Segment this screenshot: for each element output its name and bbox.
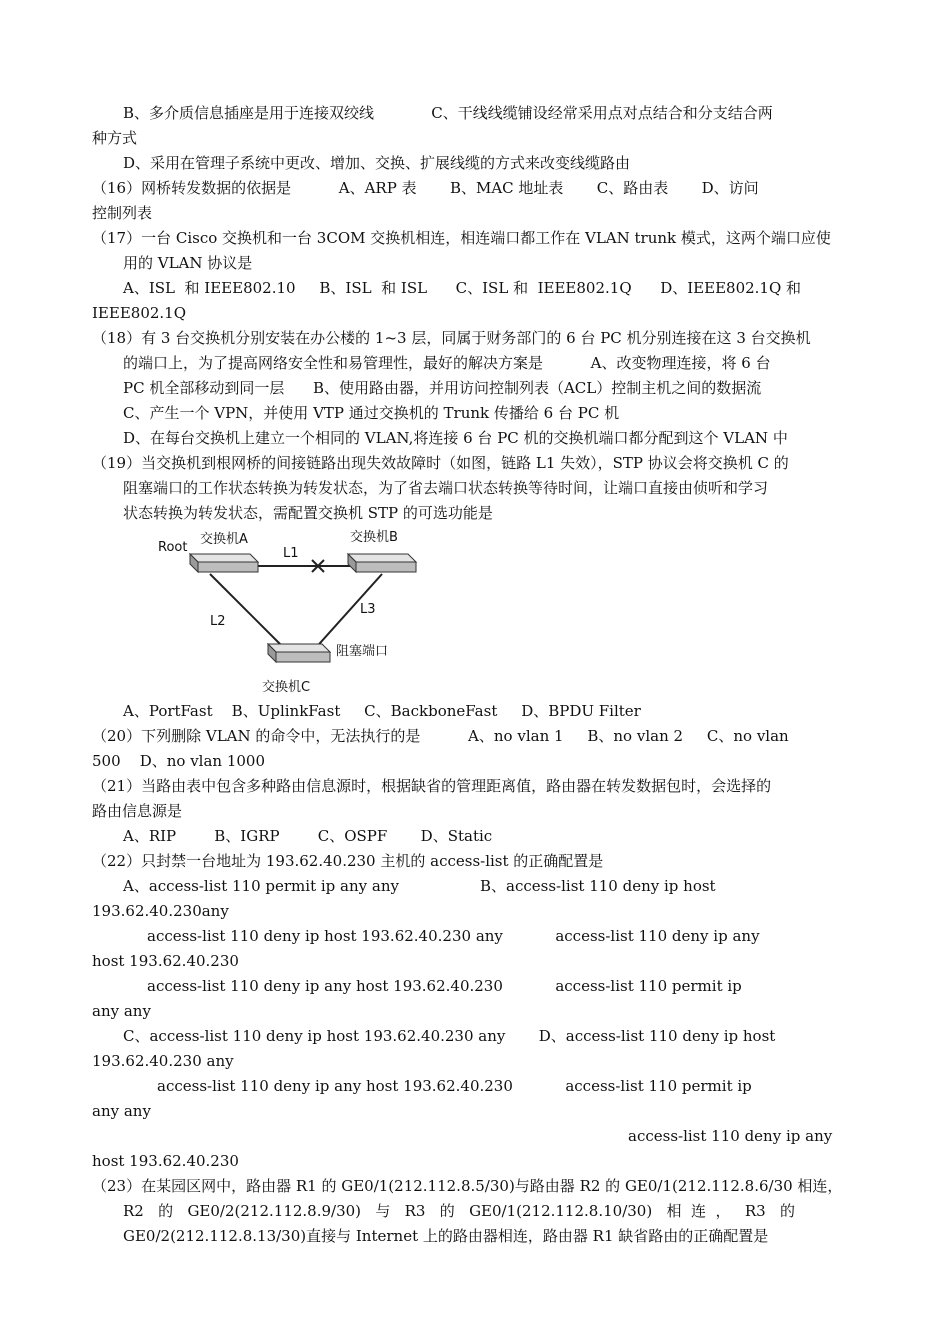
- text-line: host 193.62.40.230: [92, 1152, 239, 1170]
- switch-c-icon: [268, 644, 330, 662]
- text-line: 种方式: [92, 129, 138, 147]
- link-l2-label: L2: [210, 614, 226, 629]
- switch-b-label: 交换机B: [350, 530, 398, 545]
- link-l2-line: [210, 574, 288, 652]
- text-line: 阻塞端口的工作状态转换为转发状态，为了省去端口状态转换等待时间，让端口直接由侦听和学习: [123, 479, 769, 497]
- text-line: 193.62.40.230any: [92, 902, 229, 920]
- text-line: A、ISL 和 IEEE802.10 B、ISL 和 ISL C、ISL 和 IEEE802.1Q D、IEEE802.1Q 和: [123, 279, 802, 297]
- text-line: A、PortFast B、UplinkFast C、BackboneFast D、BPDU Filter: [123, 702, 641, 720]
- text-line: 500 D、no vlan 1000: [92, 752, 266, 770]
- text-line: access-list 110 deny ip any host 193.62.40.230 access-list 110 permit ip: [157, 1077, 752, 1095]
- question-20: （20）下列删除 VLAN 的命令中，无法执行的是 A、no vlan 1 B、no vlan 2 C、no vlan: [92, 727, 789, 745]
- text-line: 路由信息源是: [92, 802, 183, 820]
- text-line: C、产生一个 VPN，并使用 VTP 通过交换机的 Trunk 传播给 6 台 PC 机: [123, 404, 620, 422]
- blocked-port-label: 阻塞端口: [336, 644, 389, 659]
- question-17: （17）一台 Cisco 交换机和一台 3COM 交换机相连，相连端口都工作在 VLAN trunk 模式，这两个端口应使: [92, 229, 831, 247]
- switch-c-label: 交换机C: [262, 680, 311, 695]
- text-line: A、RIP B、IGRP C、OSPF D、Static: [123, 827, 493, 845]
- question-23: （23）在某园区网中，路由器 R1 的 GE0/1(212.112.8.5/30)与路由器 R2 的 GE0/1(212.112.8.6/30 相连，: [92, 1177, 843, 1195]
- stp-topology-diagram: [150, 520, 420, 700]
- text-line: 控制列表: [92, 204, 153, 222]
- link-l1-label: L1: [283, 546, 299, 561]
- switch-a-icon: [190, 554, 258, 572]
- text-line: 用的 VLAN 协议是: [123, 254, 253, 272]
- question-18: （18）有 3 台交换机分别安装在办公楼的 1~3 层，同属于财务部门的 6 台 PC 机分别连接在这 3 台交换机: [92, 329, 811, 347]
- switch-a-label: 交换机A: [200, 532, 248, 547]
- text-line: R2 的 GE0/2(212.112.8.9/30) 与 R3 的 GE0/1(212.112.8.10/30) 相 连 ， R3 的: [123, 1202, 796, 1220]
- text-line: GE0/2(212.112.8.13/30)直接与 Internet 上的路由器相连，路由器 R1 缺省路由的正确配置是: [123, 1227, 769, 1245]
- text-line: B、多介质信息插座是用于连接双绞线 C、干线线缆铺设经常采用点对点结合和分支结合两: [123, 104, 773, 122]
- question-21: （21）当路由表中包含多种路由信息源时，根据缺省的管理距离值，路由器在转发数据包时，会选择的: [92, 777, 772, 795]
- link-l3-label: L3: [360, 602, 376, 617]
- text-line: 状态转换为转发状态，需配置交换机 STP 的可选功能是: [123, 504, 493, 522]
- text-line: any any: [92, 1002, 151, 1020]
- question-22: （22）只封禁一台地址为 193.62.40.230 主机的 access-list 的正确配置是: [92, 852, 604, 870]
- text-line: access-list 110 deny ip any host 193.62.40.230 access-list 110 permit ip: [147, 977, 742, 995]
- text-line: D、在每台交换机上建立一个相同的 VLAN,将连接 6 台 PC 机的交换机端口都分配到这个 VLAN 中: [123, 429, 788, 447]
- text-line: A、access-list 110 permit ip any any B、access-list 110 deny ip host: [123, 877, 716, 895]
- text-line: any any: [92, 1102, 151, 1120]
- text-line: access-list 110 deny ip host 193.62.40.230 any access-list 110 deny ip any: [147, 927, 760, 945]
- text-line: 193.62.40.230 any: [92, 1052, 234, 1070]
- text-line: access-list 110 deny ip any: [628, 1127, 833, 1145]
- text-line: D、采用在管理子系统中更改、增加、交换、扩展线缆的方式来改变线缆路由: [123, 154, 631, 172]
- switch-b-icon: [348, 554, 416, 572]
- root-label: Root: [158, 540, 188, 555]
- text-line: host 193.62.40.230: [92, 952, 239, 970]
- question-19: （19）当交换机到根网桥的间接链路出现失效故障时（如图，链路 L1 失效），STP 协议会将交换机 C 的: [92, 454, 789, 472]
- text-line: PC 机全部移动到同一层 B、使用路由器，并用访问控制列表（ACL）控制主机之间的数据流: [123, 379, 762, 397]
- text-line: IEEE802.1Q: [92, 304, 187, 322]
- question-16: （16）网桥转发数据的依据是 A、ARP 表 B、MAC 地址表 C、路由表 D、访问: [92, 179, 759, 197]
- text-line: 的端口上，为了提高网络安全性和易管理性，最好的解决方案是 A、改变物理连接，将 6 台: [123, 354, 771, 372]
- text-line: C、access-list 110 deny ip host 193.62.40.230 any D、access-list 110 deny ip host: [123, 1027, 776, 1045]
